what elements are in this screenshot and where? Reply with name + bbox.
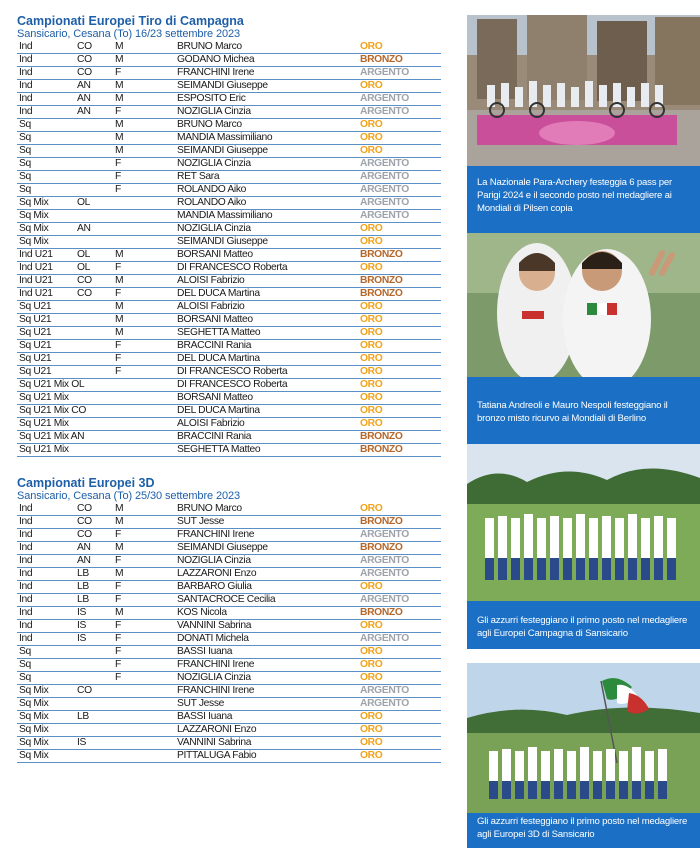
result-athlete: BARBARO Giulia: [177, 581, 252, 592]
result-division: AN: [77, 106, 91, 117]
result-athlete: SEGHETTA Matteo: [177, 327, 261, 338]
result-row: [17, 210, 441, 223]
result-row: [17, 392, 441, 405]
result-row: [17, 633, 441, 646]
result-gender: F: [115, 106, 121, 117]
result-gender: F: [115, 646, 121, 657]
result-row: [17, 405, 441, 418]
result-row: [17, 197, 441, 210]
result-division: CO: [77, 275, 92, 286]
result-row: [17, 80, 441, 93]
result-athlete: VANNINI Sabrina: [177, 620, 252, 631]
result-division: CO: [77, 288, 92, 299]
result-division: CO: [77, 503, 92, 514]
result-medal: BRONZO: [360, 54, 403, 65]
result-gender: M: [115, 314, 124, 325]
result-category: Sq U21 Mix: [19, 444, 69, 455]
result-row: [17, 607, 441, 620]
result-category: Sq Mix: [19, 685, 49, 696]
result-row: [17, 67, 441, 80]
result-gender: M: [115, 54, 124, 65]
caption-text: La Nazionale Para-Archery festeggia 6 pass per Parigi 2024 e il secondo posto nel medagliere ai Mondiali di Pilsen copia: [477, 177, 673, 214]
caption-para-archery: [467, 166, 700, 233]
result-category: Sq: [19, 119, 31, 130]
result-division: IS: [77, 737, 87, 748]
result-gender: M: [115, 80, 124, 91]
result-athlete: NOZIGLIA Cinzia: [177, 555, 251, 566]
result-row: [17, 301, 441, 314]
result-medal: ORO: [360, 379, 383, 390]
result-gender: M: [115, 568, 124, 579]
result-medal: BRONZO: [360, 607, 403, 618]
result-athlete: FRANCHINI Irene: [177, 659, 255, 670]
result-athlete: BASSI Iuana: [177, 711, 233, 722]
result-medal: ORO: [360, 646, 383, 657]
result-athlete: BRACCINI Rania: [177, 340, 252, 351]
result-gender: M: [115, 516, 124, 527]
result-athlete: NOZIGLIA Cinzia: [177, 223, 251, 234]
result-medal: ARGENTO: [360, 67, 409, 78]
result-athlete: ALOISI Fabrizio: [177, 275, 245, 286]
result-athlete: FRANCHINI Irene: [177, 529, 255, 540]
result-medal: ARGENTO: [360, 210, 409, 221]
caption-andreoli-nespoli: [467, 377, 700, 444]
result-division: AN: [77, 223, 91, 234]
caption-field-team: [467, 601, 700, 649]
result-medal: ORO: [360, 711, 383, 722]
result-medal: ORO: [360, 620, 383, 631]
result-row: [17, 379, 441, 392]
result-row: [17, 724, 441, 737]
result-athlete: PITTALUGA Fabio: [177, 750, 257, 761]
result-gender: M: [115, 542, 124, 553]
result-row: [17, 503, 441, 516]
result-gender: F: [115, 581, 121, 592]
result-athlete: BORSANI Matteo: [177, 314, 253, 325]
result-medal: ORO: [360, 41, 383, 52]
result-category: Ind: [19, 542, 33, 553]
result-category: Ind: [19, 54, 33, 65]
result-row: [17, 288, 441, 301]
result-division: IS: [77, 633, 87, 644]
result-medal: ORO: [360, 672, 383, 683]
result-medal: ORO: [360, 418, 383, 429]
result-medal: ORO: [360, 366, 383, 377]
result-category: Ind: [19, 67, 33, 78]
section-subtitle-field: Sansicario, Cesana (To) 16/23 settembre 2023: [17, 28, 241, 40]
result-division: IS: [77, 620, 87, 631]
result-row: [17, 275, 441, 288]
photo-field-team: [467, 444, 700, 601]
result-medal: ORO: [360, 405, 383, 416]
result-row: [17, 340, 441, 353]
result-athlete: DEL DUCA Martina: [177, 405, 260, 416]
result-athlete: DI FRANCESCO Roberta: [177, 366, 288, 377]
result-medal: ORO: [360, 132, 383, 143]
result-row: [17, 444, 441, 457]
result-category: Ind U21: [19, 262, 53, 273]
result-division: IS: [77, 607, 87, 618]
result-row: [17, 620, 441, 633]
result-gender: M: [115, 132, 124, 143]
result-row: [17, 711, 441, 724]
result-medal: ARGENTO: [360, 93, 409, 104]
result-row: [17, 581, 441, 594]
result-gender: F: [115, 633, 121, 644]
result-category: Sq Mix: [19, 197, 49, 208]
result-medal: ARGENTO: [360, 184, 409, 195]
result-gender: M: [115, 503, 124, 514]
result-athlete: DI FRANCESCO Roberta: [177, 379, 288, 390]
result-category: Sq U21: [19, 314, 52, 325]
result-row: [17, 672, 441, 685]
result-category: Sq Mix: [19, 737, 49, 748]
result-medal: ARGENTO: [360, 158, 409, 169]
result-category: Sq: [19, 646, 31, 657]
result-athlete: SEIMANDI Giuseppe: [177, 80, 268, 91]
result-row: [17, 555, 441, 568]
result-gender: M: [115, 275, 124, 286]
result-category: Sq: [19, 184, 31, 195]
result-division: CO: [77, 516, 92, 527]
result-category: Sq Mix: [19, 210, 49, 221]
caption-text: Tatiana Andreoli e Mauro Nespoli festeggiano il bronzo misto ricurvo ai Mondiali di Berlino: [477, 400, 668, 424]
result-division: AN: [77, 542, 91, 553]
result-category: Ind: [19, 41, 33, 52]
result-row: [17, 366, 441, 379]
result-category: Sq Mix: [19, 750, 49, 761]
result-medal: ORO: [360, 340, 383, 351]
result-athlete: RET Sara: [177, 171, 220, 182]
result-category: Sq U21 Mix AN: [19, 431, 85, 442]
result-category: Ind: [19, 106, 33, 117]
result-athlete: DEL DUCA Martina: [177, 353, 260, 364]
caption-text: Gli azzurri festeggiano il primo posto nel medagliere agli Europei 3D di Sansicario: [477, 816, 688, 840]
result-medal: BRONZO: [360, 444, 403, 455]
result-category: Ind: [19, 607, 33, 618]
result-gender: F: [115, 529, 121, 540]
result-category: Sq U21: [19, 366, 52, 377]
result-category: Ind: [19, 529, 33, 540]
result-row: [17, 659, 441, 672]
result-row: [17, 750, 441, 763]
result-medal: ORO: [360, 724, 383, 735]
photo-para-archery-team: [467, 15, 700, 166]
result-medal: ORO: [360, 581, 383, 592]
result-row: [17, 249, 441, 262]
result-athlete: BORSANI Matteo: [177, 392, 253, 403]
result-gender: M: [115, 145, 124, 156]
result-gender: F: [115, 594, 121, 605]
result-medal: ORO: [360, 353, 383, 364]
result-medal: ORO: [360, 80, 383, 91]
result-row: [17, 594, 441, 607]
result-athlete: NOZIGLIA Cinzia: [177, 106, 251, 117]
result-medal: ARGENTO: [360, 197, 409, 208]
result-row: [17, 106, 441, 119]
result-category: Sq Mix: [19, 698, 49, 709]
result-category: Sq: [19, 158, 31, 169]
result-row: [17, 685, 441, 698]
section-title-3d: Campionati Europei 3D: [17, 476, 155, 490]
result-athlete: SUT Jesse: [177, 516, 225, 527]
result-category: Ind: [19, 568, 33, 579]
result-row: [17, 353, 441, 366]
result-category: Sq Mix: [19, 724, 49, 735]
result-category: Ind: [19, 555, 33, 566]
result-division: CO: [77, 685, 92, 696]
result-division: OL: [77, 262, 91, 273]
result-athlete: BRUNO Marco: [177, 119, 242, 130]
result-division: OL: [77, 197, 91, 208]
result-medal: ORO: [360, 119, 383, 130]
result-category: Ind U21: [19, 249, 53, 260]
caption-3d-team: [467, 813, 700, 848]
result-gender: F: [115, 353, 121, 364]
result-row: [17, 431, 441, 444]
result-gender: M: [115, 607, 124, 618]
result-category: Sq: [19, 145, 31, 156]
result-athlete: DEL DUCA Martina: [177, 288, 260, 299]
result-medal: ORO: [360, 223, 383, 234]
result-gender: F: [115, 158, 121, 169]
result-medal: ARGENTO: [360, 555, 409, 566]
result-gender: F: [115, 340, 121, 351]
result-category: Sq U21: [19, 340, 52, 351]
result-row: [17, 145, 441, 158]
result-category: Ind: [19, 503, 33, 514]
result-gender: M: [115, 249, 124, 260]
result-gender: F: [115, 262, 121, 273]
result-athlete: BRUNO Marco: [177, 41, 242, 52]
result-medal: BRONZO: [360, 249, 403, 260]
result-athlete: SEIMANDI Giuseppe: [177, 145, 268, 156]
result-athlete: ESPOSITO Eric: [177, 93, 246, 104]
result-medal: ORO: [360, 236, 383, 247]
result-medal: ARGENTO: [360, 698, 409, 709]
result-division: LB: [77, 711, 89, 722]
result-category: Ind U21: [19, 275, 53, 286]
result-athlete: VANNINI Sabrina: [177, 737, 252, 748]
result-gender: F: [115, 171, 121, 182]
result-athlete: BRACCINI Rania: [177, 431, 252, 442]
result-row: [17, 93, 441, 106]
result-category: Ind: [19, 80, 33, 91]
result-row: [17, 737, 441, 750]
result-category: Ind: [19, 516, 33, 527]
result-athlete: DI FRANCESCO Roberta: [177, 262, 288, 273]
result-medal: BRONZO: [360, 542, 403, 553]
result-row: [17, 314, 441, 327]
result-athlete: BORSANI Matteo: [177, 249, 253, 260]
results-list-3d: [17, 503, 441, 763]
result-gender: M: [115, 41, 124, 52]
result-category: Sq U21: [19, 353, 52, 364]
result-category: Sq Mix: [19, 223, 49, 234]
result-division: LB: [77, 568, 89, 579]
result-category: Ind U21: [19, 288, 53, 299]
section-subtitle-3d: Sansicario, Cesana (To) 25/30 settembre 2023: [17, 490, 241, 502]
results-column: [17, 14, 441, 763]
result-gender: F: [115, 184, 121, 195]
result-category: Ind: [19, 93, 33, 104]
result-gender: M: [115, 93, 124, 104]
result-division: OL: [77, 249, 91, 260]
result-row: [17, 171, 441, 184]
result-medal: BRONZO: [360, 275, 403, 286]
result-medal: ORO: [360, 145, 383, 156]
result-category: Sq U21: [19, 327, 52, 338]
result-athlete: ROLANDO Aiko: [177, 197, 247, 208]
result-gender: F: [115, 659, 121, 670]
result-medal: ORO: [360, 301, 383, 312]
result-medal: ORO: [360, 659, 383, 670]
result-medal: ARGENTO: [360, 106, 409, 117]
result-athlete: NOZIGLIA Cinzia: [177, 672, 251, 683]
result-medal: ORO: [360, 327, 383, 338]
results-list-field: [17, 41, 441, 457]
result-athlete: MANDIA Massimiliano: [177, 210, 273, 221]
result-gender: F: [115, 366, 121, 377]
result-athlete: MANDIA Massimiliano: [177, 132, 273, 143]
result-row: [17, 41, 441, 54]
result-category: Sq U21 Mix: [19, 418, 69, 429]
result-athlete: BASSI Iuana: [177, 646, 233, 657]
result-division: AN: [77, 80, 91, 91]
result-athlete: LAZZARONI Enzo: [177, 724, 257, 735]
result-medal: ARGENTO: [360, 685, 409, 696]
result-medal: ARGENTO: [360, 529, 409, 540]
result-category: Sq U21 Mix: [19, 392, 69, 403]
result-medal: BRONZO: [360, 288, 403, 299]
result-medal: ARGENTO: [360, 633, 409, 644]
result-division: LB: [77, 581, 89, 592]
result-medal: BRONZO: [360, 431, 403, 442]
photo-andreoli-nespoli: [467, 233, 700, 377]
caption-text: Gli azzurri festeggiano il primo posto nel medagliere agli Europei Campagna di Sansicario: [477, 615, 688, 639]
result-medal: ORO: [360, 737, 383, 748]
result-athlete: SEIMANDI Giuseppe: [177, 542, 268, 553]
result-row: [17, 418, 441, 431]
result-category: Sq: [19, 659, 31, 670]
result-athlete: SUT Jesse: [177, 698, 225, 709]
result-row: [17, 698, 441, 711]
result-category: Ind: [19, 581, 33, 592]
result-medal: ORO: [360, 314, 383, 325]
result-gender: F: [115, 288, 121, 299]
result-division: AN: [77, 555, 91, 566]
result-athlete: ROLANDO Aiko: [177, 184, 247, 195]
result-medal: ARGENTO: [360, 594, 409, 605]
result-category: Sq U21: [19, 301, 52, 312]
result-row: [17, 158, 441, 171]
result-category: Sq: [19, 672, 31, 683]
result-gender: F: [115, 555, 121, 566]
result-athlete: ALOISI Fabrizio: [177, 301, 245, 312]
result-medal: ORO: [360, 262, 383, 273]
result-division: CO: [77, 54, 92, 65]
result-medal: ARGENTO: [360, 568, 409, 579]
result-category: Sq Mix: [19, 711, 49, 722]
result-row: [17, 132, 441, 145]
result-medal: ORO: [360, 392, 383, 403]
result-athlete: LAZZARONI Enzo: [177, 568, 257, 579]
result-medal: ARGENTO: [360, 171, 409, 182]
result-medal: BRONZO: [360, 516, 403, 527]
photo-3d-team-flag: [467, 663, 700, 813]
result-athlete: KOS Nicola: [177, 607, 227, 618]
result-category: Ind: [19, 620, 33, 631]
result-division: LB: [77, 594, 89, 605]
result-gender: F: [115, 620, 121, 631]
result-row: [17, 529, 441, 542]
result-category: Ind: [19, 594, 33, 605]
result-athlete: ALOISI Fabrizio: [177, 418, 245, 429]
result-athlete: SEIMANDI Giuseppe: [177, 236, 268, 247]
result-athlete: SANTACROCE Cecilia: [177, 594, 276, 605]
result-medal: ORO: [360, 750, 383, 761]
result-category: Ind: [19, 633, 33, 644]
result-gender: M: [115, 119, 124, 130]
result-row: [17, 646, 441, 659]
result-athlete: SEGHETTA Matteo: [177, 444, 261, 455]
result-athlete: BRUNO Marco: [177, 503, 242, 514]
result-gender: F: [115, 67, 121, 78]
result-category: Sq Mix: [19, 236, 49, 247]
result-row: [17, 184, 441, 197]
section-title-field: Campionati Europei Tiro di Campagna: [17, 14, 244, 28]
result-athlete: GODANO Michea: [177, 54, 255, 65]
result-athlete: FRANCHINI Irene: [177, 685, 255, 696]
result-gender: M: [115, 327, 124, 338]
result-gender: M: [115, 301, 124, 312]
result-athlete: DONATI Michela: [177, 633, 249, 644]
result-row: [17, 262, 441, 275]
result-category: Sq: [19, 132, 31, 143]
result-category: Sq U21 Mix CO: [19, 405, 86, 416]
result-row: [17, 223, 441, 236]
result-medal: ORO: [360, 503, 383, 514]
result-row: [17, 516, 441, 529]
result-row: [17, 119, 441, 132]
result-division: CO: [77, 529, 92, 540]
result-division: CO: [77, 67, 92, 78]
result-row: [17, 54, 441, 67]
result-athlete: NOZIGLIA Cinzia: [177, 158, 251, 169]
result-division: CO: [77, 41, 92, 52]
result-row: [17, 542, 441, 555]
result-row: [17, 327, 441, 340]
result-row: [17, 236, 441, 249]
result-division: AN: [77, 93, 91, 104]
result-category: Sq U21 Mix OL: [19, 379, 85, 390]
result-row: [17, 568, 441, 581]
photo-column: [467, 15, 700, 848]
result-category: Sq: [19, 171, 31, 182]
result-gender: F: [115, 672, 121, 683]
result-athlete: FRANCHINI Irene: [177, 67, 255, 78]
